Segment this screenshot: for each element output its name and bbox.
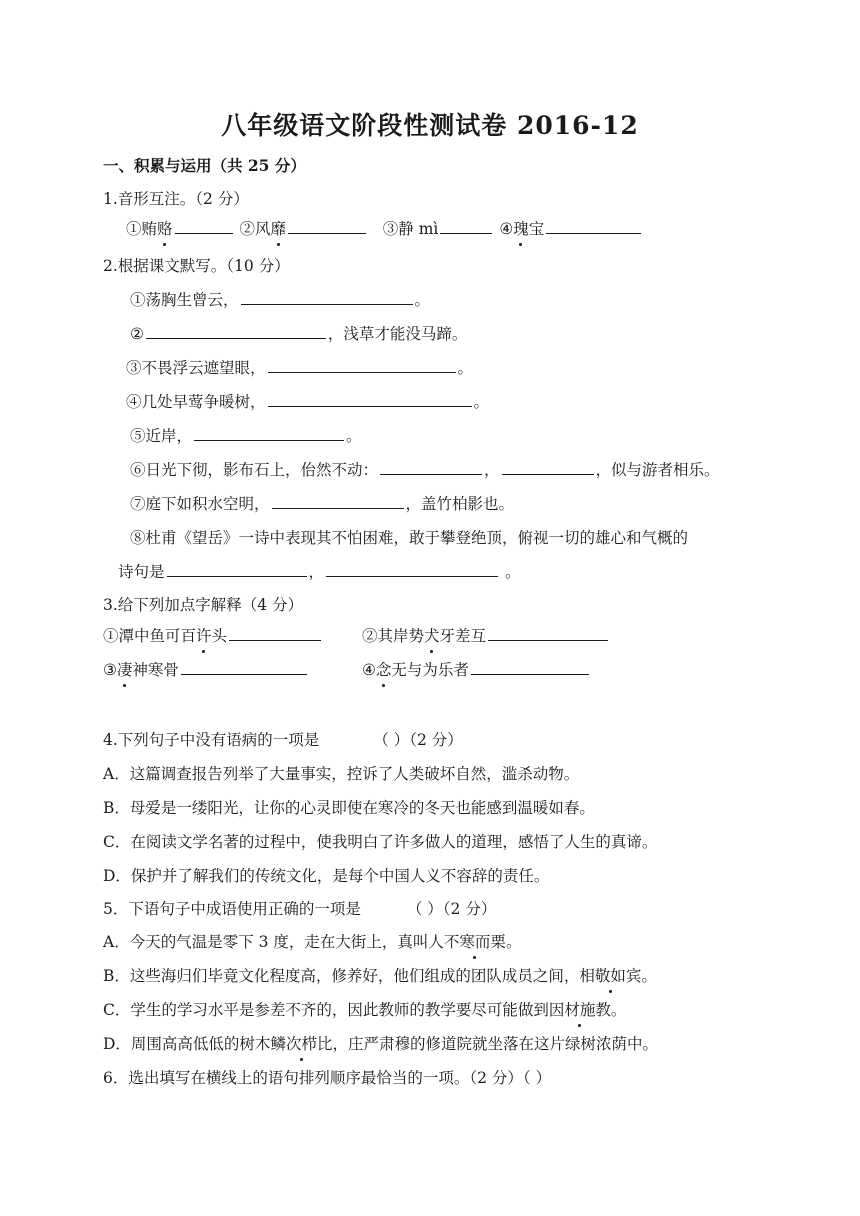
- q3-item-d: [362, 658, 591, 682]
- q5-option-b[interactable]: [103, 964, 657, 988]
- q2-l6-text: ⑥日光下彻，影布石上，佁然不动：: [130, 461, 379, 479]
- q5-b-end: 。: [641, 967, 657, 985]
- q2-line-3: [126, 356, 473, 380]
- q2-line-5: [130, 424, 362, 448]
- q5-option-c[interactable]: [103, 998, 626, 1022]
- q2-l7-end: ，盖竹柏影也。: [405, 495, 515, 513]
- q1-b-text: ②风: [239, 220, 271, 238]
- q5-stem-text: 5．下语句子中成语使用正确的一项是: [103, 900, 361, 918]
- question-1-stem: 1.音形互注。（2 分）: [103, 190, 249, 208]
- q4-option-c[interactable]: C．在阅读文学名著的过程中，使我明白了许多做人的道理，感悟了人生的真谛。: [103, 833, 658, 851]
- q3-c-dotted: 凄: [117, 658, 133, 682]
- q3-d-dotted: 念: [376, 658, 392, 682]
- q2-l9-mid: ，: [308, 563, 325, 581]
- q3-item-a: [103, 624, 323, 648]
- question-4-stem: [103, 728, 463, 752]
- q5-a-end: 。: [505, 933, 522, 951]
- q3-item-c: [103, 658, 309, 682]
- q3-a-dotted: 许: [196, 624, 212, 648]
- q2-line-8: ⑧杜甫《望岳》一诗中表现其不怕困难，敢于攀登绝顶，俯视一切的雄心和气概的: [130, 529, 689, 547]
- question-5-stem: [103, 897, 496, 921]
- q2-l4-text: ④几处早莺争暖树，: [126, 393, 266, 411]
- q3-a-post: 头: [211, 627, 228, 645]
- q1-c-text: ③静 mì: [382, 220, 439, 238]
- q3-c-text: ③: [103, 661, 117, 679]
- q4-option-b[interactable]: B．母爱是一缕阳光，让你的心灵即使在寒冷的冬天也能感到温暖如春。: [103, 799, 595, 817]
- q2-l5-text: ⑤近岸，: [130, 427, 193, 445]
- q4-answer-paren[interactable]: （ ）（2 分）: [373, 731, 463, 749]
- q2-l3-text: ③不畏浮云遮望眼，: [126, 359, 266, 377]
- question-1-items: [126, 217, 643, 241]
- q2-l9-text: 诗句是: [118, 563, 165, 581]
- q2-l4-end: 。: [473, 393, 490, 411]
- question-3-stem: 3.给下列加点字解释（4 分）: [103, 596, 304, 614]
- q2-l9-blank-1[interactable]: [167, 561, 307, 577]
- q2-l3-blank[interactable]: [268, 357, 456, 373]
- q5-b-text: B．这些海归们毕竟文化程度高，修养好，他们组成的团队成员之间，: [103, 967, 580, 985]
- q2-l2-text: ②: [130, 325, 144, 343]
- q2-l6-mid: ，: [484, 461, 500, 479]
- q5-d-text: D．周围高高低低的树木: [103, 1035, 271, 1053]
- q2-l4-blank[interactable]: [268, 391, 472, 407]
- question-6-stem: 6．选出填写在横线上的语句排列顺序最恰当的一项。（2 分）（ ）: [103, 1069, 552, 1087]
- q2-l6-blank-1[interactable]: [380, 459, 482, 475]
- q2-l6-end: ，似与游者相乐。: [595, 461, 720, 479]
- page-title: 八年级语文阶段性测试卷 2016-12: [221, 111, 639, 140]
- q5-c-idiom: 因材施教: [549, 998, 611, 1022]
- q2-l5-blank[interactable]: [194, 425, 344, 441]
- q2-l1-end: 。: [414, 291, 431, 309]
- q4-stem-text: 4.下列句子中没有语病的一项是: [103, 731, 320, 749]
- q2-line-6: [130, 458, 720, 482]
- q1-a-text: ①贿: [126, 220, 158, 238]
- q3-a-blank[interactable]: [229, 625, 321, 641]
- q2-l1-text: ①荡胸生曾云，: [130, 291, 239, 309]
- q2-l6-blank-2[interactable]: [502, 459, 594, 475]
- q5-option-a[interactable]: [103, 930, 521, 954]
- q5-d-idiom: 鳞次栉比: [270, 1032, 332, 1056]
- q4-option-d[interactable]: D．保护并了解我们的传统文化，是每个中国人义不容辞的责任。: [103, 867, 550, 885]
- q1-a-blank[interactable]: [175, 218, 233, 234]
- q5-answer-paren[interactable]: （ ）（2 分）: [406, 900, 497, 918]
- q3-b-post: 牙差互: [439, 627, 487, 645]
- q1-d-post: 宝: [528, 220, 545, 238]
- q2-line-1: [130, 288, 430, 312]
- q1-c-blank[interactable]: [440, 218, 492, 234]
- q1-d-dotted: 瑰: [513, 217, 529, 241]
- q2-l7-text: ⑦庭下如积水空明，: [130, 495, 270, 513]
- q3-a-text: ①潭中鱼可百: [103, 627, 197, 645]
- q4-option-a[interactable]: A．这篇调查报告列举了大量事实，控诉了人类破坏自然，滥杀动物。: [103, 765, 580, 783]
- q2-l9-end: 。: [504, 563, 521, 581]
- q3-c-blank[interactable]: [181, 659, 307, 675]
- section-heading: 一、积累与运用（共 25 分）: [103, 156, 306, 175]
- q3-c-post: 神寒骨: [132, 661, 179, 679]
- q1-d-text: ④: [499, 220, 514, 238]
- q3-item-b: [362, 624, 610, 648]
- q2-line-7: [130, 492, 514, 516]
- q5-c-end: 。: [610, 1001, 627, 1019]
- q1-d-blank[interactable]: [546, 218, 641, 234]
- q5-a-idiom: 不寒而栗: [444, 930, 506, 954]
- q5-option-d[interactable]: [103, 1032, 658, 1056]
- q3-b-blank[interactable]: [488, 625, 608, 641]
- q2-line-2: [130, 322, 467, 346]
- q3-b-dotted: 犬: [424, 624, 440, 648]
- q2-l9-blank-2[interactable]: [326, 561, 498, 577]
- q1-b-dotted: 靡: [270, 217, 286, 241]
- q5-c-text: C．学生的学习水平是参差不齐的，因此教师的教学要尽可能做到: [103, 1001, 549, 1019]
- q3-d-text: ④: [362, 661, 376, 679]
- q3-b-text: ②其岸势: [362, 627, 425, 645]
- q2-line-4: [126, 390, 489, 414]
- q1-a-dotted: 赂: [157, 217, 173, 241]
- q2-l2-end: ，浅草才能没马蹄。: [327, 325, 468, 343]
- question-2-stem: 2.根据课文默写。（10 分）: [103, 257, 290, 275]
- q2-l2-blank[interactable]: [146, 323, 326, 339]
- q2-l3-end: 。: [457, 359, 474, 377]
- q2-l5-end: 。: [346, 427, 362, 445]
- q5-a-text: A．今天的气温是零下 3 度，走在大街上，真叫人: [103, 933, 444, 951]
- q2-l1-blank[interactable]: [241, 289, 413, 305]
- q2-line-9: [118, 560, 520, 584]
- q3-d-blank[interactable]: [471, 659, 589, 675]
- q2-l7-blank[interactable]: [272, 493, 404, 509]
- q5-b-idiom: 相敬如宾: [579, 964, 641, 988]
- q3-d-post: 无与为乐者: [391, 661, 469, 679]
- q5-d-end: ，庄严肃穆的修道院就坐落在这片绿树浓荫中。: [332, 1035, 658, 1053]
- q1-b-blank[interactable]: [288, 218, 366, 234]
